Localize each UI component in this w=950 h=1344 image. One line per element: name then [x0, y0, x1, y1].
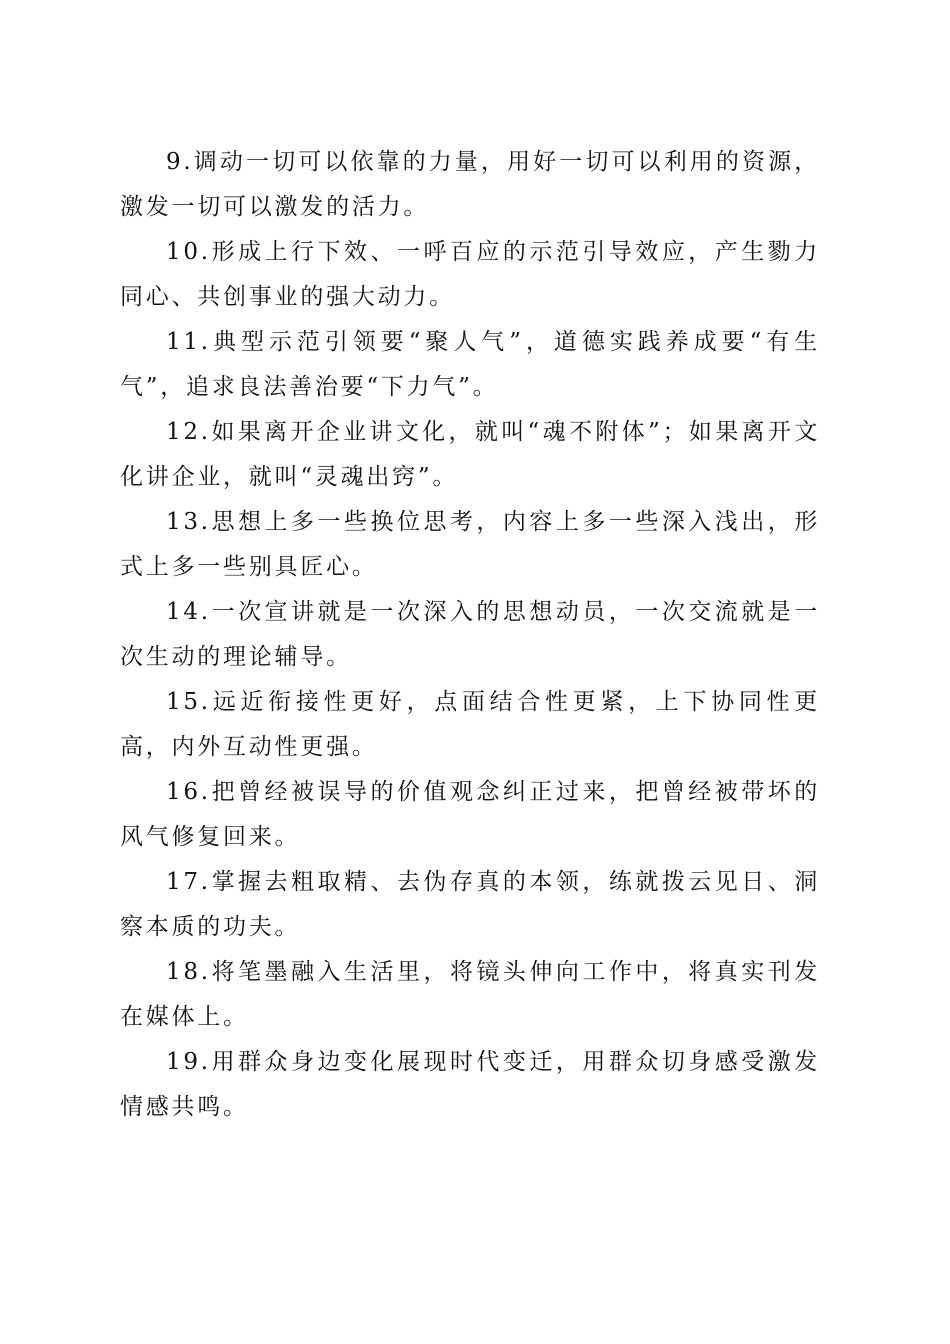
paragraph-18: 18.将笔墨融入生活里，将镜头伸向工作中，将真实刊发在媒体上。 [120, 959, 820, 1030]
paragraph-15: 15.远近衔接性更好，点面结合性更紧，上下协同性更高，内外互动性更强。 [120, 689, 820, 760]
paragraph-19: 19.用群众身边变化展现时代变迁，用群众切身感受激发情感共鸣。 [120, 1049, 820, 1120]
paragraph-13: 13.思想上多一些换位思考，内容上多一些深入浅出，形式上多一些别具匠心。 [120, 509, 820, 580]
paragraph-17: 17.掌握去粗取精、去伪存真的本领，练就拨云见日、洞察本质的功夫。 [120, 869, 820, 940]
paragraph-11: 11.典型示范引领要“聚人气”，道德实践养成要“有生气”，追求良法善治要“下力气”。 [120, 329, 820, 400]
paragraph-10: 10.形成上行下效、一呼百应的示范引导效应，产生勠力同心、共创事业的强大动力。 [120, 239, 820, 310]
paragraph-9: 9.调动一切可以依靠的力量，用好一切可以利用的资源，激发一切可以激发的活力。 [120, 149, 820, 220]
document-body [120, 140, 820, 1130]
paragraph-14: 14.一次宣讲就是一次深入的思想动员，一次交流就是一次生动的理论辅导。 [120, 599, 820, 670]
paragraph-12: 12.如果离开企业讲文化，就叫“魂不附体”；如果离开文化讲企业，就叫“灵魂出窍”。 [120, 419, 820, 490]
paragraph-16: 16.把曾经被误导的价值观念纠正过来，把曾经被带坏的风气修复回来。 [120, 779, 820, 850]
